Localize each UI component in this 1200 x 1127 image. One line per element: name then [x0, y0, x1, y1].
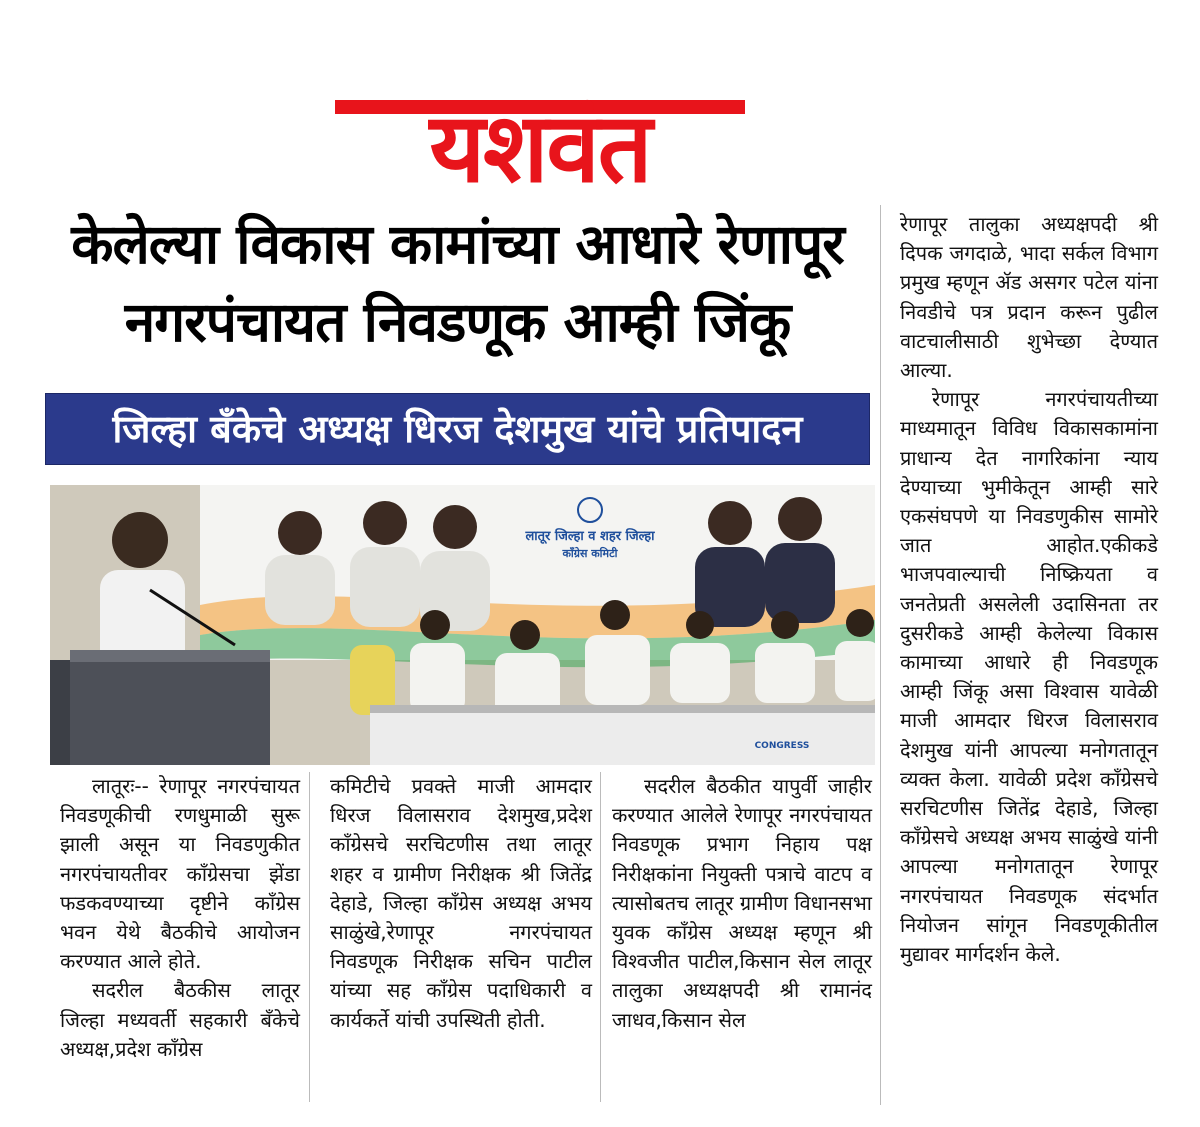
news-photo — [50, 485, 875, 765]
article-column-4 — [900, 210, 1158, 969]
paragraph: रेणापूर तालुका अध्यक्षपदी श्री दिपक जगदाळे, भादा सर्कल विभाग प्रमुख म्हणून ॲड असगर पटेल यांना निवडीचे पत्र प्रदान करून पुढील वाटचालीसाठी शुभेच्छा देण्यात आल्या. — [900, 212, 1158, 383]
column-divider — [880, 205, 881, 1105]
subheadline-banner: जिल्हा बँकेचे अध्यक्ष धिरज देशमुख यांचे प्रतिपादन — [45, 393, 870, 465]
paragraph: लातूरः-- रेणापूर नगरपंचायत निवडणूकीची रणधुमाळी सुरू झाली असून या निवडणुकीत नगरपंचायतीवर काँग्रेसचा झेंडा फडकवण्याच्या दृष्टीने काँग्रेस भवन येथे बैठकीचे आयोजन करण्यात आले होते. — [60, 774, 300, 974]
article-column-3 — [612, 772, 872, 1035]
column-divider — [600, 772, 601, 1102]
banner-text-1: लातूर जिल्हा व शहर जिल्हा — [525, 529, 655, 544]
headline-line-2: नगरपंचायत निवडणूक आम्ही जिंकू — [124, 290, 791, 354]
headline-line-1: केलेल्या विकास कामांच्या आधारे रेणापूर — [71, 212, 844, 276]
article-column-1 — [60, 772, 300, 1064]
paragraph: कमिटीचे प्रवक्ते माजी आमदार धिरज विलासराव देशमुख,प्रदेश काँग्रेसचे सरचिटणीस तथा लातूर शहर व ग्रामीण निरीक्षक श्री जितेंद्र देहाडे, जिल्हा काँग्रेस अध्यक्ष अभय साळुंखे,रेणापूर नगरपंचायत निवडणूक निरीक्षक सचिन पाटील यांच्या सह काँग्रेस पदाधिकारी व कार्यकर्ते यांची उपस्थिती होती. — [330, 774, 592, 1032]
newspaper-logo: यशवंत — [429, 92, 651, 204]
meeting-photo-illustration — [50, 485, 875, 765]
column-divider — [309, 772, 310, 1102]
table-label: CONGRESS — [754, 741, 810, 751]
paragraph: सदरील बैठकीत यापुर्वी जाहीर करण्यात आलेले रेणापूर नगरपंचायत निवडणूक प्रभाग निहाय पक्ष निरीक्षकांना नियुक्ती पत्राचे वाटप व त्यासोबतच लातूर ग्रामीण विधानसभा युवक काँग्रेस अध्यक्ष म्हणून श्री विश्वजीत पाटील,किसान सेल लातूर तालुका अध्यक्षपदी श्री रामानंद जाधव,किसान सेल — [612, 774, 872, 1032]
paragraph: रेणापूर नगरपंचायतीच्या माध्यमातून विविध विकासकामांना प्राधान्य देत नागरिकांना न्याय देण्याच्या भुमीकेतून आम्ही सारे एकसंघपणे या निवडणुकीस सामोरे जात आहोत.एकीकडे भाजपवाल्याची निष्क्रियता व जनतेप्रती असलेली उदासिनता तर दुसरीकडे आम्ही केलेल्या विकास कामाच्या आधारे ही निवडणूक आम्ही जिंकू असा विश्वास यावेळी माजी आमदार धिरज विलासराव देशमुख यांनी आपल्या मनोगतातून व्यक्त केला. यावेळी प्रदेश काँग्रेसचे सरचिटणीस जितेंद्र देहाडे, जिल्हा काँग्रेसचे अध्यक्ष अभय साळुंखे यांनी आपल्या मनोगतातून रेणापूर नगरपंचायत निवडणूक संदर्भात नियोजन सांगून निवडणूकीतील मुद्यावर मार्गदर्शन केले. — [900, 387, 1158, 967]
paragraph: सदरील बैठकीस लातूर जिल्हा मध्यवर्ती सहकारी बँकेचे अध्यक्ष,प्रदेश काँग्रेस — [60, 978, 300, 1061]
banner-text-2: कॉंग्रेस कमिटी — [562, 547, 618, 560]
masthead — [0, 40, 1080, 204]
article-column-2 — [330, 772, 592, 1035]
headline — [45, 205, 870, 361]
